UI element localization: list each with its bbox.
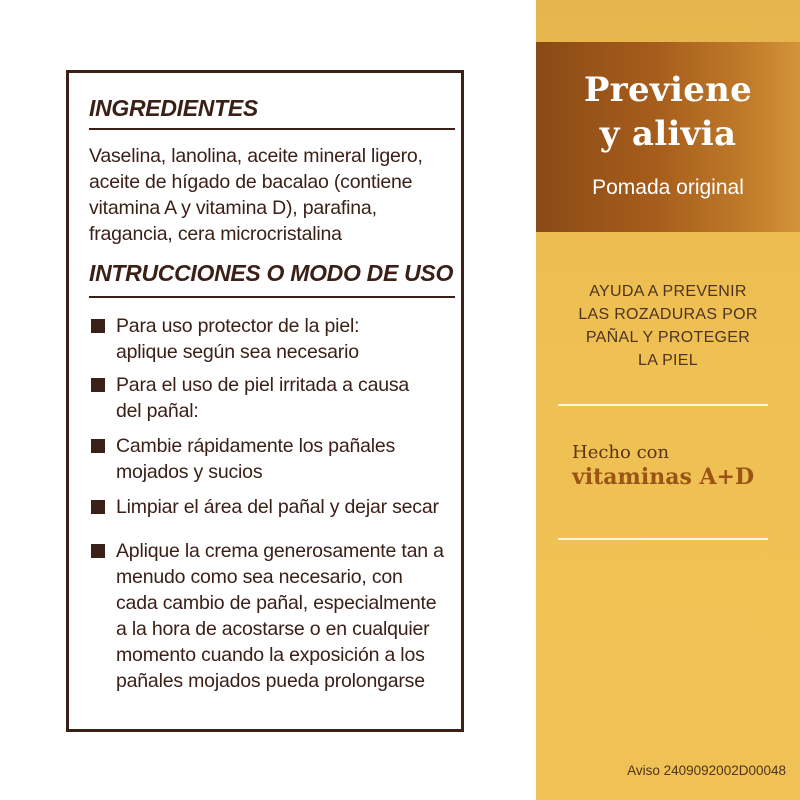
made-with-label: Hecho con [572, 442, 670, 463]
instruction-text [116, 538, 444, 694]
instruction-line: pañales mojados pueda prolongarse [116, 670, 425, 692]
instruction-line: a la hora de acostarse o en cualquier [116, 618, 430, 640]
instruction-text [116, 372, 409, 424]
ingredients-line: fragancia, cera microcristalina [89, 223, 342, 245]
subheadline: Pomada original [592, 176, 744, 199]
ingredients-text [89, 143, 423, 247]
instruction-item [89, 494, 459, 520]
instruction-line: momento cuando la exposición a los [116, 644, 425, 666]
instruction-line: Para uso protector de la piel: [116, 315, 360, 337]
ingredients-line: vitamina A y vitamina D), parafina, [89, 197, 377, 219]
instruction-line: del pañal: [116, 400, 199, 422]
benefit-line: PAÑAL Y PROTEGER [585, 329, 751, 346]
vitamins-label: vitaminas A+D [572, 464, 755, 490]
instruction-item [89, 372, 459, 424]
instructions-title: INTRUCCIONES O MODO DE USO [89, 260, 454, 286]
benefit-line: LAS ROZADURAS POR [578, 306, 758, 323]
instruction-line: cada cambio de pañal, especialmente [116, 592, 437, 614]
benefit-line: AYUDA A PREVENIR [589, 283, 747, 300]
benefit-text [556, 280, 780, 372]
headline-line-1: Previene [583, 70, 753, 110]
ingredients-title: INGREDIENTES [89, 95, 258, 121]
square-bullet-icon [91, 544, 105, 558]
ingredients-title-rule [89, 128, 455, 130]
instruction-line: Para el uso de piel irritada a causa [116, 374, 410, 396]
instruction-item [89, 538, 459, 694]
square-bullet-icon [91, 378, 105, 392]
instruction-item [89, 433, 459, 485]
instruction-item [89, 313, 459, 365]
square-bullet-icon [91, 439, 105, 453]
instruction-text [116, 433, 395, 485]
benefits-panel [536, 0, 800, 800]
divider-top [558, 404, 768, 406]
square-bullet-icon [91, 319, 105, 333]
benefit-line: LA PIEL [638, 352, 698, 369]
instruction-line: Limpiar el área del pañal y dejar secar [116, 496, 439, 518]
instruction-text [116, 494, 439, 520]
instruction-text [116, 313, 359, 365]
instruction-line: Aplique la crema generosamente tan a [116, 540, 444, 562]
notice-code: Aviso 2409092002D00048 [627, 763, 786, 778]
instruction-line: menudo como sea necesario, con [116, 566, 403, 588]
square-bullet-icon [91, 500, 105, 514]
instruction-line: aplique según sea necesario [116, 341, 359, 363]
instruction-line: Cambie rápidamente los pañales [116, 435, 396, 457]
headline-line-2: y alivia [599, 114, 737, 154]
ingredients-line: Vaselina, lanolina, aceite mineral ligero, [89, 145, 423, 167]
instructions-title-rule [89, 296, 455, 298]
headline-band [536, 42, 800, 232]
instruction-line: mojados y sucios [116, 461, 263, 483]
divider-bottom [558, 538, 768, 540]
ingredients-line: aceite de hígado de bacalao (contiene [89, 171, 413, 193]
